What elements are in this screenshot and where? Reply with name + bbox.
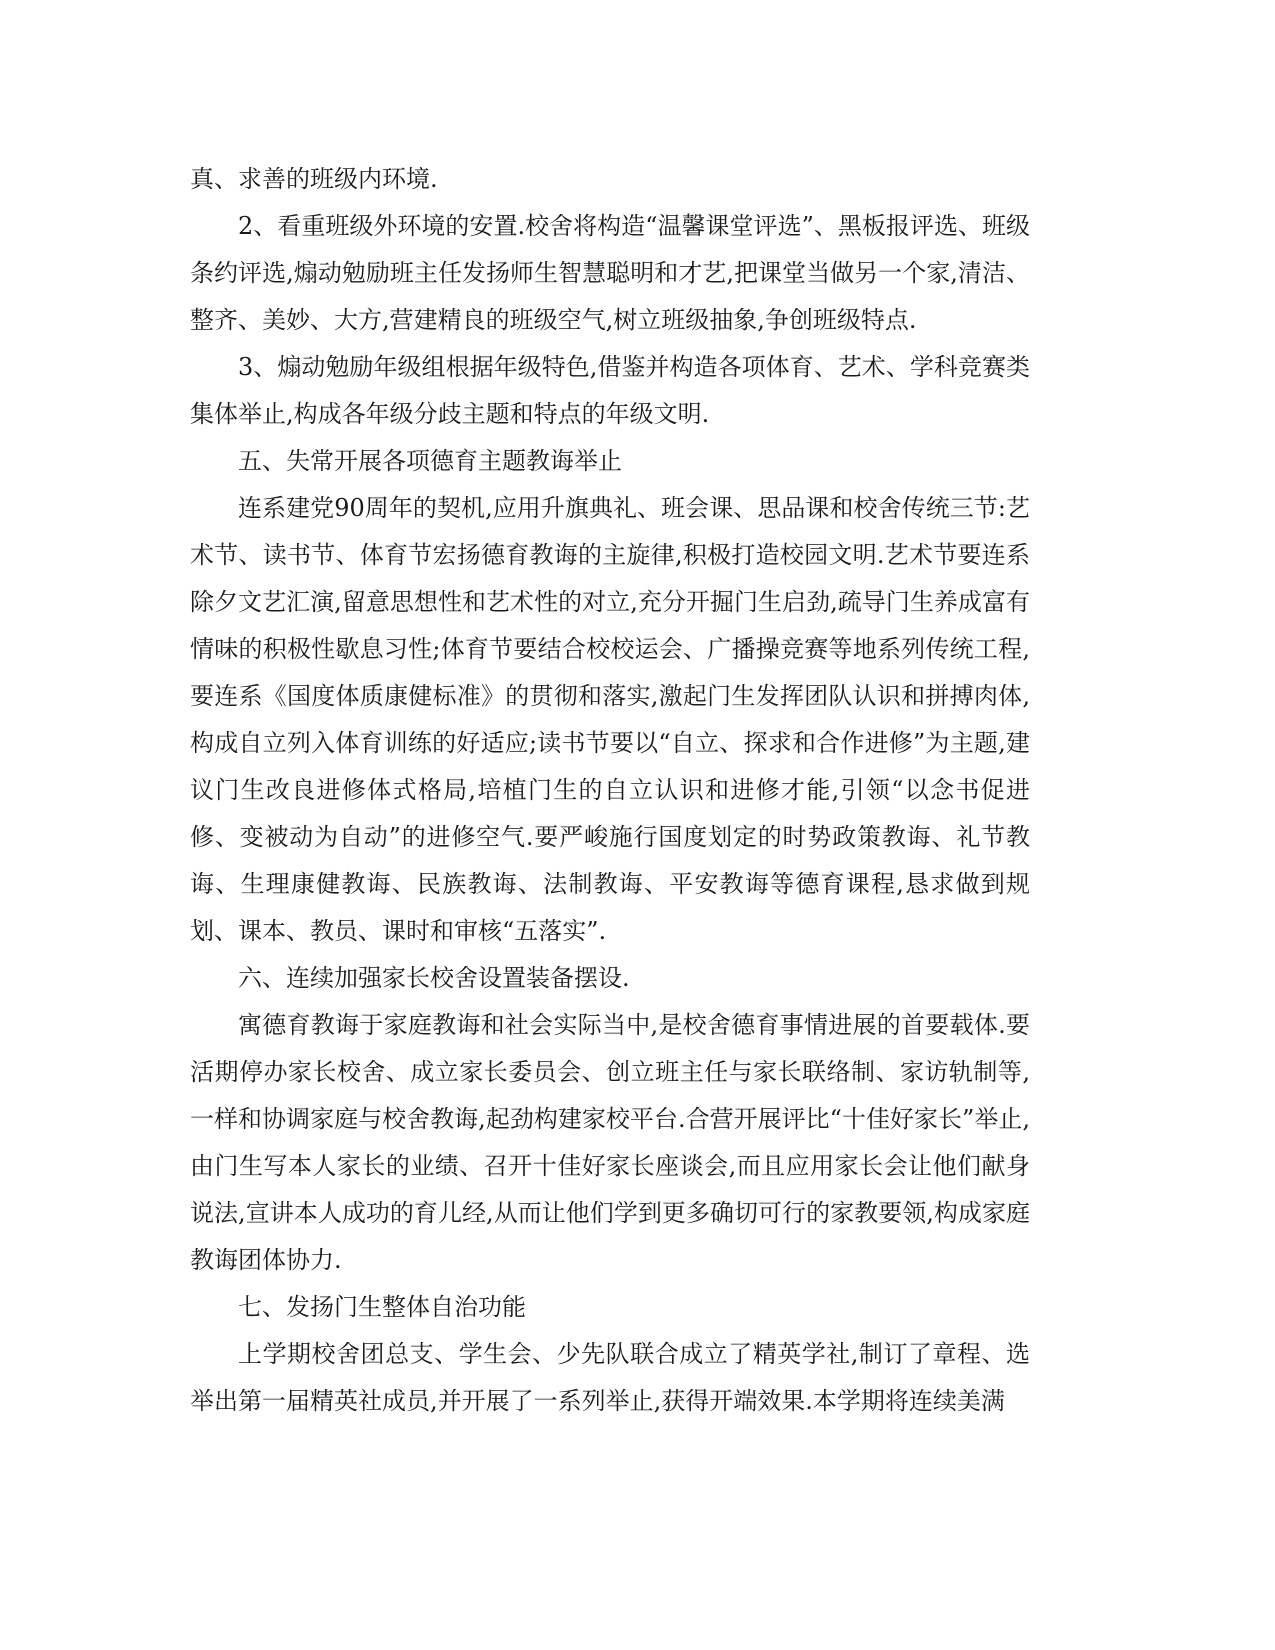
document-body <box>190 156 1030 1425</box>
paragraph-section-6-body: 寓德育教诲于家庭教诲和社会实际当中,是校舍德育事情进展的首要载体.要活期停办家长校舍、成立家长委员会、创立班主任与家长联络制、家访轨制等,一样和协调家庭与校舍教诲,起劲构建家校平台.合营开展评比“十佳好家长”举止,由门生写本人家长的业绩、召开十佳好家长座谈会,而且应用家长会让他们献身说法,宣讲本人成功的育儿经,从而让他们学到更多确切可行的家教要领,构成家庭教诲团体协力. <box>190 1011 1030 1274</box>
section-heading-6: 六、连续加强家长校舍设置装备摆设. <box>238 964 630 992</box>
paragraph-continuation: 真、求善的班级内环境. <box>190 165 438 193</box>
paragraph-item-2: 2、看重班级外环境的安置.校舍将构造“温馨课堂评选”、黑板报评选、班级条约评选,煽动勉励班主任发扬师生智慧聪明和才艺,把课堂当做另一个家,清洁、整齐、美妙、大方,营建精良的班级空气,树立班级抽象,争创班级特点. <box>190 212 1030 334</box>
paragraph-section-5-body: 连系建党90周年的契机,应用升旗典礼、班会课、思品课和校舍传统三节:艺术节、读书节、体育节宏扬德育教诲的主旋律,积极打造校园文明.艺术节要连系除夕文艺汇演,留意思想性和艺术性的对立,充分开掘门生启劲,疏导门生养成富有情味的积极性歇息习性;体育节要结合校校运会、广播操竞赛等地系列传统工程,要连系《国度体质康健标准》的贯彻和落实,激起门生发挥团队认识和拼搏肉体,构成自立列入体育训练的好适应;读书节要以“自立、探求和合作进修”为主题,建议门生改良进修体式格局,培植门生的自立认识和进修才能,引领“以念书促进修、变被动为自动”的进修空气.要严峻施行国度划定的时势政策教诲、礼节教诲、生理康健教诲、民族教诲、法制教诲、平安教诲等德育课程,恳求做到规划、课本、教员、课时和审核“五落实”. <box>190 494 1030 945</box>
paragraph-section-7-body: 上学期校舍团总支、学生会、少先队联合成立了精英学社,制订了章程、选举出第一届精英社成员,并开展了一系列举止,获得开端效果.本学期将连续美满 <box>190 1340 1030 1415</box>
paragraph-item-3: 3、煽动勉励年级组根据年级特色,借鉴并构造各项体育、艺术、学科竞赛类集体举止,构成各年级分歧主题和特点的年级文明. <box>190 353 1030 428</box>
section-heading-5: 五、失常开展各项德育主题教诲举止 <box>238 447 622 475</box>
section-heading-7: 七、发扬门生整体自治功能 <box>238 1293 526 1321</box>
